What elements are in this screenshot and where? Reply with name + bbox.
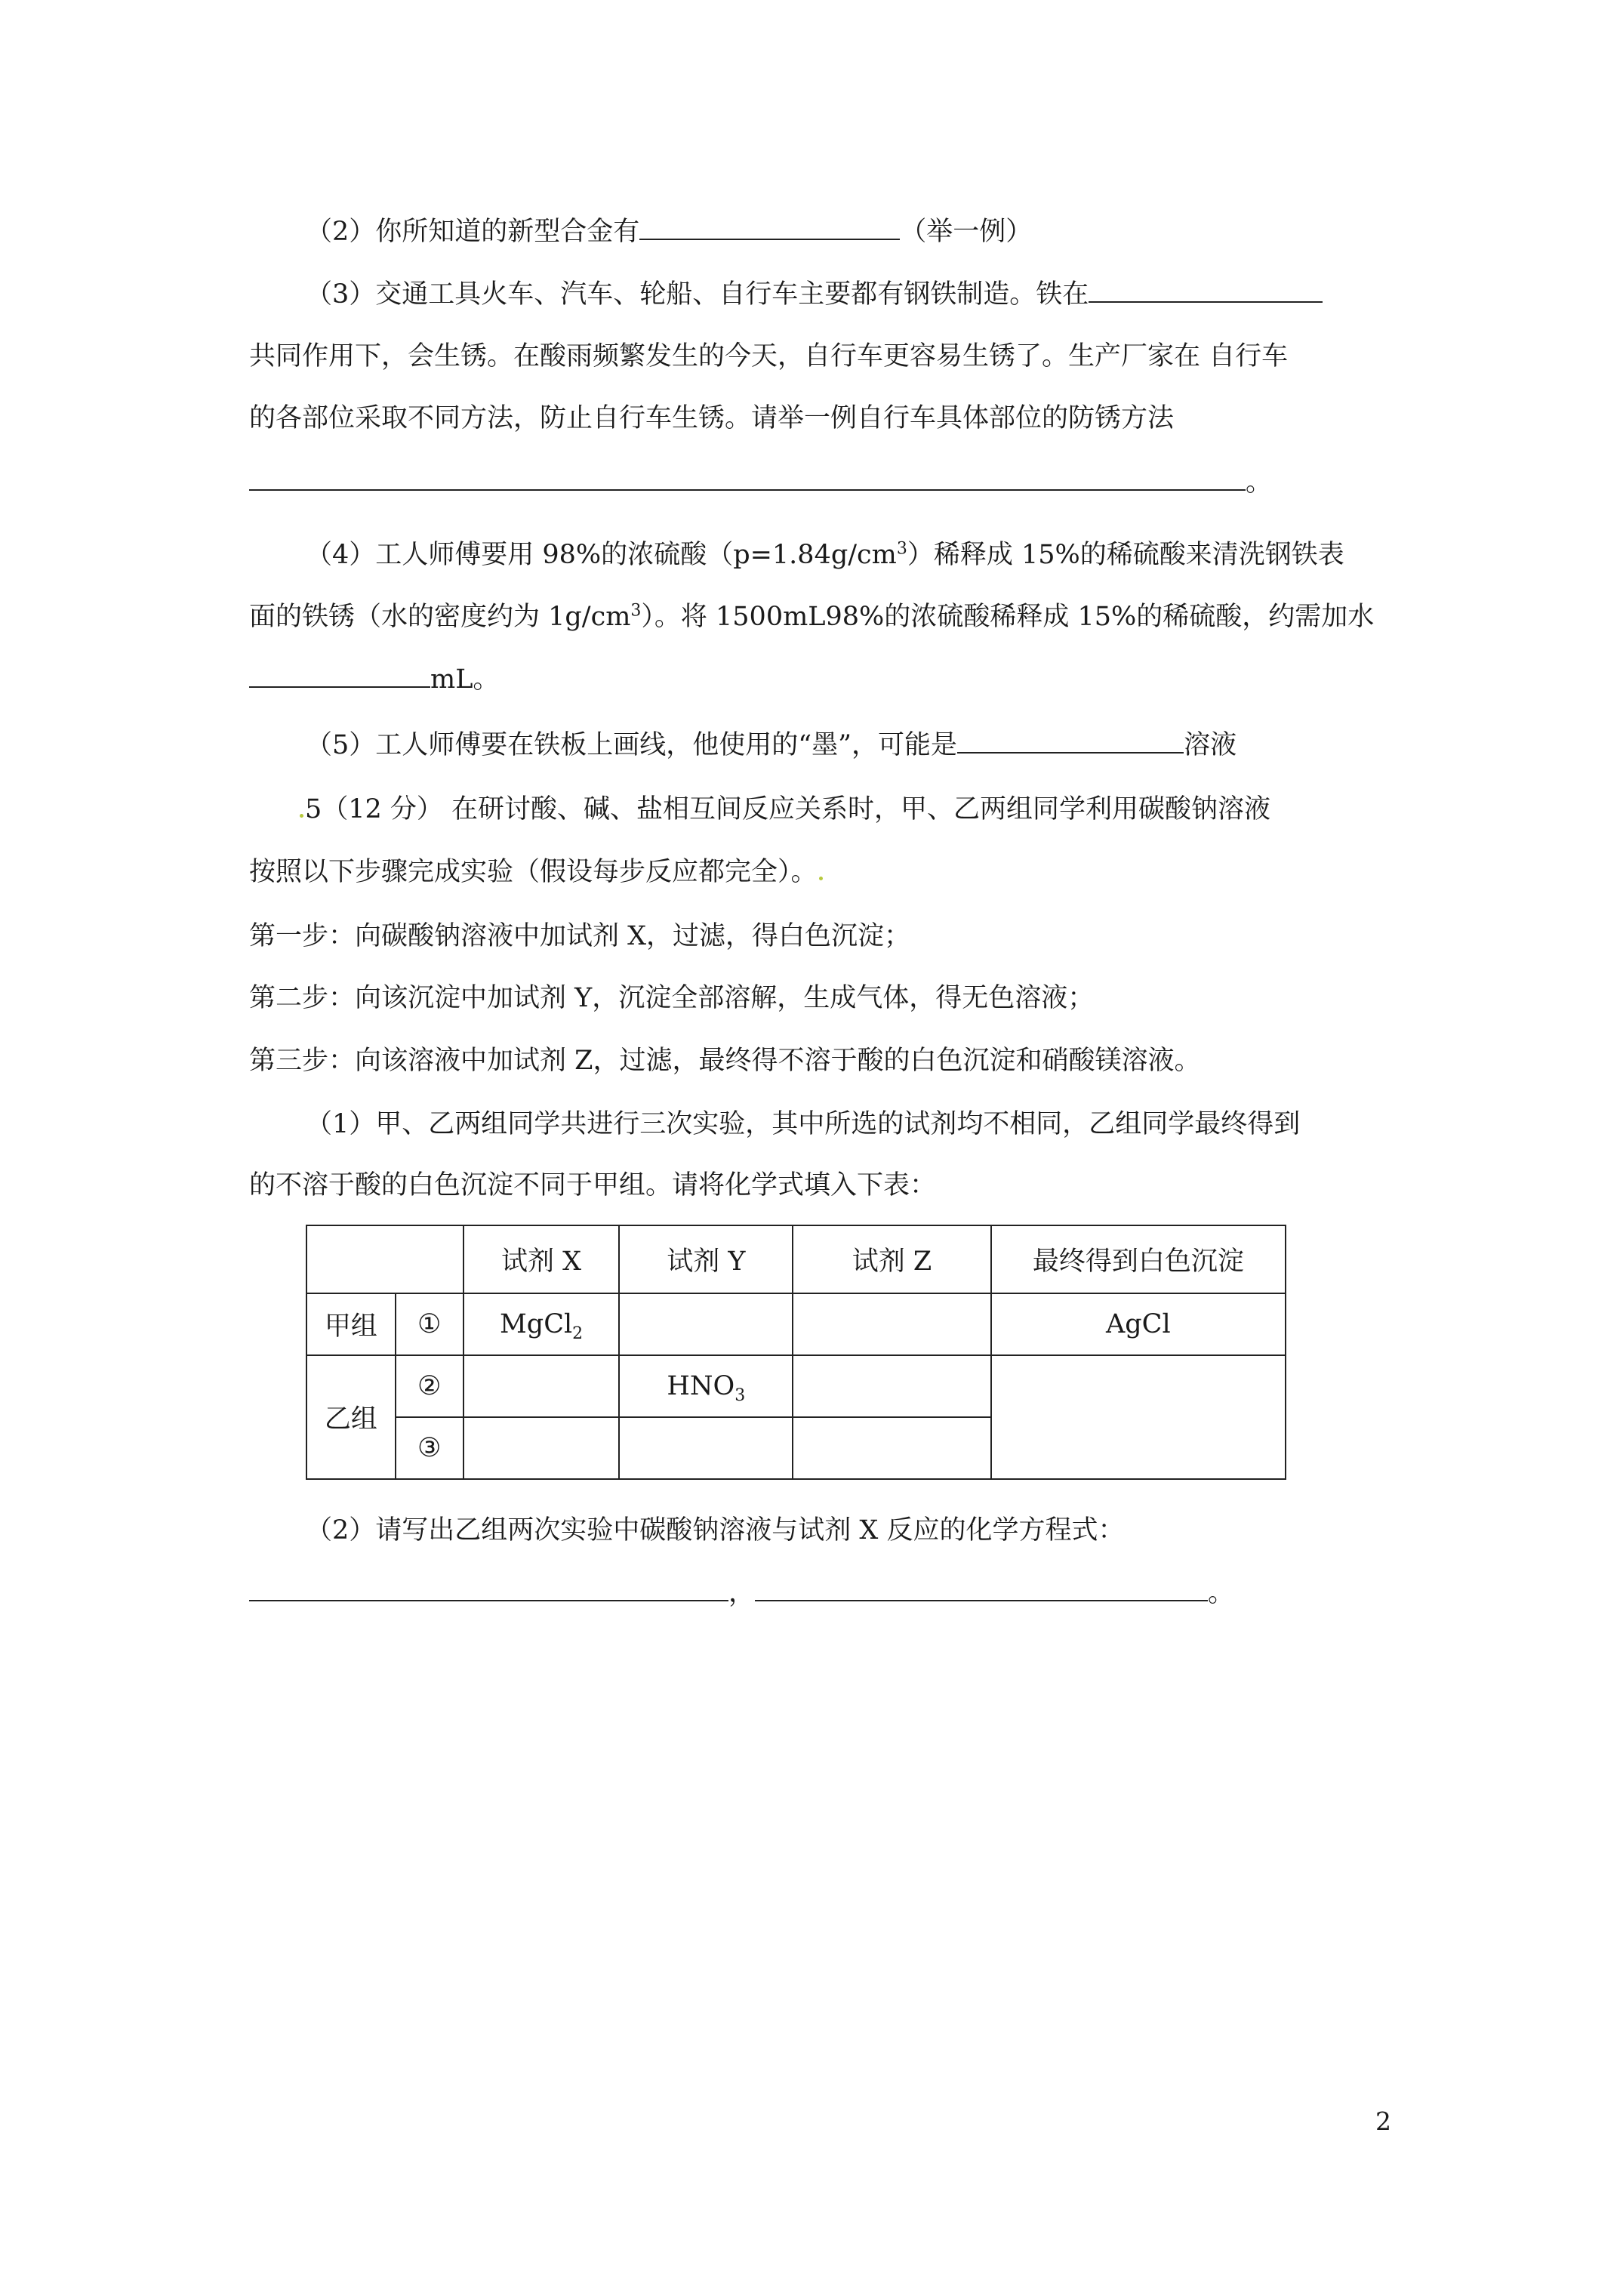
- table-row: [306, 1355, 1286, 1417]
- step-3: 第三步：向该溶液中加试剂 Z，过滤，最终得不溶于酸的白色沉淀和硝酸镁溶液。: [249, 1046, 1201, 1076]
- cell-reagent-z[interactable]: [793, 1293, 990, 1355]
- cell-reagent-y[interactable]: [619, 1293, 793, 1355]
- cell-reagent-x[interactable]: [463, 1417, 620, 1479]
- question-4-line3: mL。: [249, 663, 499, 696]
- question-3-line1: （3）交通工具火车、汽车、轮船、自行车主要都有钢铁制造。铁在: [306, 278, 1323, 311]
- answer-blank[interactable]: [639, 216, 900, 240]
- answer-blank[interactable]: [249, 467, 1246, 491]
- reagent-table: [306, 1225, 1286, 1480]
- cell-precipitate: AgCl: [991, 1293, 1286, 1355]
- question-3-line3: 的各部位采取不同方法，防止自行车生锈。请举一例自行车具体部位的防锈方法: [249, 403, 1175, 433]
- group-a-label: 甲组: [306, 1293, 396, 1355]
- problem5-line2: 按照以下步骤完成实验（假设每步反应都完全）。: [249, 855, 824, 889]
- header-final-precipitate: 最终得到白色沉淀: [991, 1225, 1286, 1293]
- cell-reagent-y: $HNO_3$: [619, 1355, 793, 1417]
- step-2: 第二步：向该沉淀中加试剂 Y，沉淀全部溶解，生成气体，得无色溶液；: [249, 983, 1095, 1013]
- question-5: （5）工人师傅要在铁板上画线，他使用的“墨”，可能是 溶液: [306, 730, 1237, 760]
- row-number: ②: [396, 1355, 463, 1417]
- row-number: ①: [396, 1293, 463, 1355]
- subquestion-1-line1: （1）甲、乙两组同学共进行三次实验，其中所选的试剂均不相同，乙组同学最终得到: [306, 1109, 1301, 1139]
- cell-reagent-x[interactable]: MgCl$_2$: [463, 1293, 620, 1355]
- page-number: 2: [1375, 2106, 1391, 2136]
- table-header-row: [306, 1225, 1286, 1293]
- header-reagent-y: 试剂 Y: [619, 1225, 793, 1293]
- cell-reagent-z[interactable]: [793, 1355, 990, 1417]
- cell-reagent-z[interactable]: [793, 1417, 990, 1479]
- question-2: （2）你所知道的新型合金有 （举一例）: [306, 217, 1033, 247]
- equation-blank-2[interactable]: [755, 1577, 1208, 1601]
- step-1: 第一步：向碳酸钠溶液中加试剂 X，过滤，得白色沉淀；: [249, 921, 911, 951]
- table-corner-cell: [306, 1225, 463, 1293]
- group-b-label: 乙组: [306, 1355, 396, 1479]
- cell-reagent-x[interactable]: [463, 1355, 620, 1417]
- answer-blank[interactable]: [249, 664, 430, 688]
- question-3-line4: 。: [249, 466, 1272, 499]
- answer-blank[interactable]: [957, 729, 1184, 754]
- cell-precipitate[interactable]: [991, 1355, 1286, 1479]
- question-3-line2: 共同作用下，会生锈。在酸雨频繁发生的今天，自行车更容易生锈了。生产厂家在 自行车: [249, 341, 1289, 371]
- question-4-line1: （4）工人师傅要用 98%的浓硫酸$(p=1.84g/cm^3)$稀释成 15%的稀硫酸来清洗钢铁表: [306, 539, 1344, 570]
- mark-dot: [819, 877, 823, 880]
- cell-reagent-y[interactable]: [619, 1417, 793, 1479]
- mark-dot: [300, 814, 303, 818]
- subquestion-1-line2: 的不溶于酸的白色沉淀不同于甲组。请将化学式填入下表：: [249, 1170, 937, 1200]
- question-4-line2: 面的铁锈（水的密度约为 $1g/cm^3$）。将 1500mL98%的浓硫酸稀释成 15%的稀硫酸，约需加水: [249, 601, 1375, 632]
- problem5-line1: 5（12 分） 在研讨酸、碱、盐相互间反应关系时，甲、乙两组同学利用碳酸钠溶液: [298, 793, 1270, 826]
- header-reagent-z: 试剂 Z: [793, 1225, 990, 1293]
- table-row: [306, 1293, 1286, 1355]
- row-number: ③: [396, 1417, 463, 1479]
- header-reagent-x: 试剂 X: [463, 1225, 620, 1293]
- answer-blank[interactable]: [1089, 279, 1323, 303]
- equation-blank-1[interactable]: [249, 1577, 728, 1601]
- subquestion-2-answers: ， 。: [249, 1576, 1234, 1610]
- subquestion-2: （2）请写出乙组两次实验中碳酸钠溶液与试剂 X 反应的化学方程式：: [306, 1515, 1125, 1546]
